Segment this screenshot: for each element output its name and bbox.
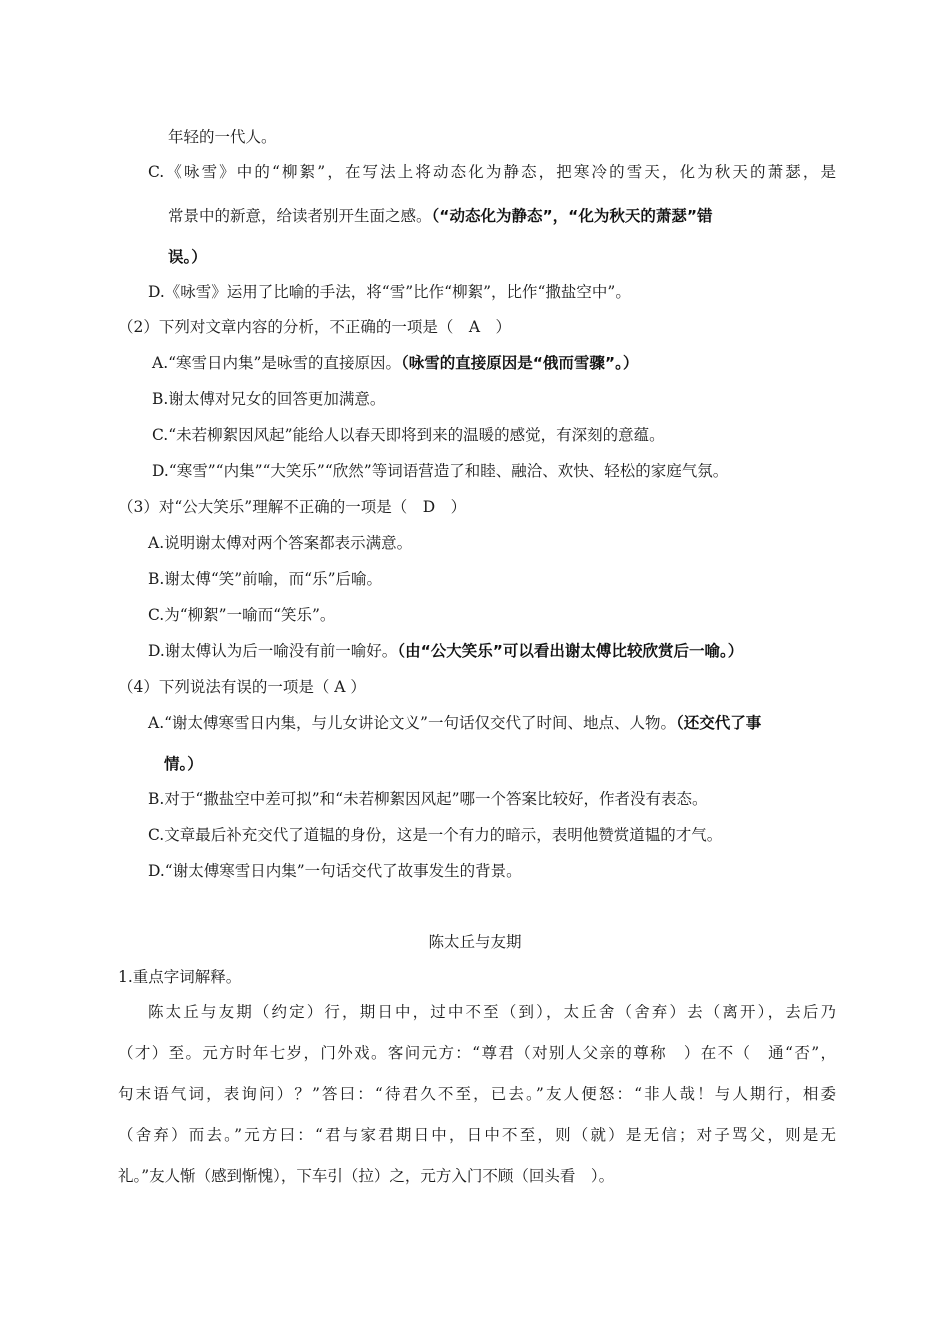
q4-option-a xyxy=(148,713,761,733)
q4-option-a-note: （还交代了事 xyxy=(675,714,762,732)
passage-text-1: 陈太丘与友期（约定）行，期日中，过中不至（到），太丘舍（舍弃）去（离开），去后乃 xyxy=(148,1003,836,1021)
passage-line-5: 礼。”友人惭（感到惭愧），下车引（拉）之，元方入门不顾（回头看 ）。 xyxy=(118,1167,615,1185)
q2-option-a-text: A.“寒雪日内集”是咏雪的直接原因。 xyxy=(152,354,401,372)
passage-line-1 xyxy=(148,1002,836,1022)
q2-option-c: C.“未若柳絮因风起”能给人以春天即将到来的温暖的感觉，有深刻的意蕴。 xyxy=(152,426,665,444)
q2-option-d: D.“寒雪”“内集”“大笑乐”“欣然”等词语营造了和睦、融洽、欢快、轻松的家庭气氛。 xyxy=(152,462,729,480)
passage-text-2: （才）至。元方时年七岁，门外戏。客问元方：“尊君（对别人父亲的尊称 ）在不（ 通“否”， xyxy=(118,1044,836,1062)
q4-option-c: C.文章最后补充交代了道韫的身份，这是一个有力的暗示，表明他赞赏道韫的才气。 xyxy=(148,826,723,844)
q1-option-c-line2 xyxy=(168,206,713,226)
q4-stem: （4）下列说法有误的一项是（ A ） xyxy=(118,678,366,696)
passage-line-3 xyxy=(118,1084,836,1104)
q3-option-b: B.谢太傅“笑”前喻，而“乐”后喻。 xyxy=(148,570,383,588)
q3-option-d xyxy=(148,641,743,661)
q3-option-c: C.为“柳絮”一喻而“笑乐”。 xyxy=(148,606,336,624)
passage-text-3: 句末语气词，表询问）？”答曰：“待君久不至，已去。”友人便怒：“非人哉！与人期行，相委 xyxy=(118,1085,836,1103)
q2-option-a-note: （咏雪的直接原因是“俄而雪骤”。） xyxy=(400,354,639,372)
q4-option-d: D.“谢太傅寒雪日内集”一句话交代了故事发生的背景。 xyxy=(148,862,522,880)
section-heading: 1.重点字词解释。 xyxy=(118,968,242,986)
q4-option-b: B.对于“撒盐空中差可拟”和“未若柳絮因风起”哪一个答案比较好，作者没有表态。 xyxy=(148,790,708,808)
q2-stem: （2）下列对文章内容的分析，不正确的一项是（ A ） xyxy=(118,318,512,336)
q1-option-c-line1 xyxy=(148,162,836,182)
q1-option-c-note: （“动态化为静态”，“化为秋天的萧瑟”错 xyxy=(431,207,713,225)
q3-option-d-text: D.谢太傅认为后一喻没有前一喻好。 xyxy=(148,642,398,660)
q2-option-a xyxy=(152,353,638,373)
q1-option-c-text2: 常景中的新意，给读者别开生面之感。 xyxy=(168,207,432,225)
section-title: 陈太丘与友期 xyxy=(428,933,522,951)
q1-option-b-tail: 年轻的一代人。 xyxy=(168,128,277,146)
passage-line-4 xyxy=(118,1125,836,1145)
q1-option-c-note-end: 误。） xyxy=(168,248,207,266)
q3-option-d-note: （由“公大笑乐”可以看出谢太傅比较欣赏后一喻。） xyxy=(397,642,744,660)
q4-option-a-text: A.“谢太傅寒雪日内集，与儿女讲论文义”一句话仅交代了时间、地点、人物。 xyxy=(148,714,676,732)
q3-stem: （3）对“公大笑乐”理解不正确的一项是（ D ） xyxy=(118,498,467,516)
passage-text-4: （舍弃）而去。”元方曰：“君与家君期日中，日中不至，则（就）是无信；对子骂父，则是无 xyxy=(118,1126,836,1144)
q3-option-a: A.说明谢太傅对两个答案都表示满意。 xyxy=(148,534,413,552)
passage-line-2 xyxy=(118,1043,836,1063)
q2-option-b: B.谢太傅对兄女的回答更加满意。 xyxy=(152,390,386,408)
q1-option-c-text1: C.《咏雪》中的“柳絮”，在写法上将动态化为静态，把寒冷的雪天，化为秋天的萧瑟，是 xyxy=(148,163,836,181)
q4-option-a-note-end: 情。） xyxy=(164,755,203,773)
q1-option-d: D.《咏雪》运用了比喻的手法，将“雪”比作“柳絮”，比作“撒盐空中”。 xyxy=(148,283,631,301)
